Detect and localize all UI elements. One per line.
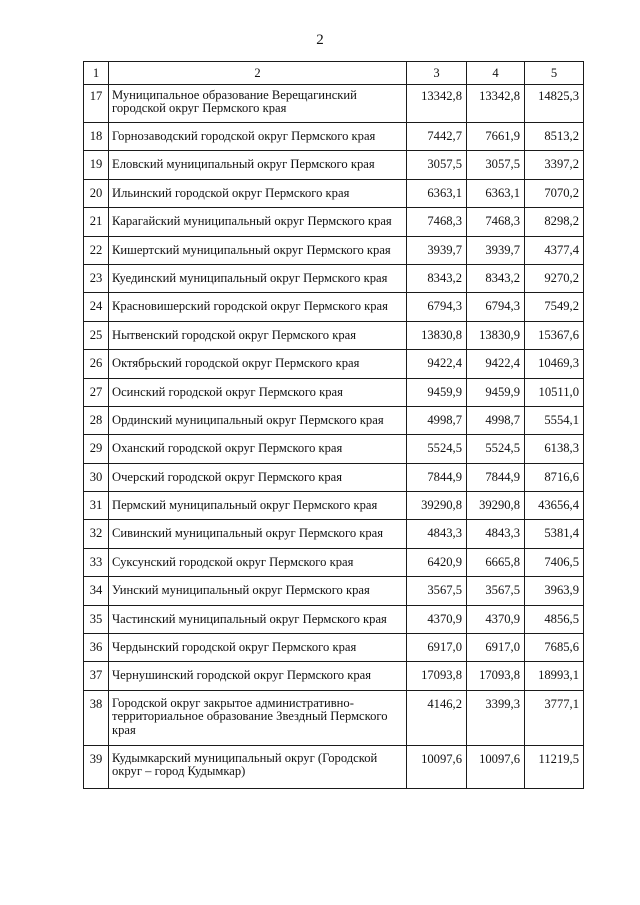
value-col-5: 3397,2 [525, 151, 584, 179]
row-number: 36 [84, 634, 109, 662]
municipality-name: Карагайский муниципальный округ Пермского края [109, 208, 407, 236]
value-col-3: 6363,1 [407, 179, 467, 207]
page-number: 2 [316, 32, 324, 48]
value-col-5: 5381,4 [525, 520, 584, 548]
value-col-3: 3939,7 [407, 236, 467, 264]
value-col-3: 3057,5 [407, 151, 467, 179]
row-number: 21 [84, 208, 109, 236]
table-row [84, 151, 584, 179]
municipality-name: Пермский муниципальный округ Пермского края [109, 492, 407, 520]
row-number: 32 [84, 520, 109, 548]
header-col-3: 3 [407, 62, 467, 85]
table-row [84, 350, 584, 378]
municipality-name: Осинский городской округ Пермского края [109, 378, 407, 406]
value-col-3: 9459,9 [407, 378, 467, 406]
value-col-5: 5554,1 [525, 406, 584, 434]
value-col-4: 4998,7 [467, 406, 525, 434]
value-col-5: 3963,9 [525, 577, 584, 605]
row-number: 29 [84, 435, 109, 463]
row-number: 39 [84, 745, 109, 788]
value-col-5: 6138,3 [525, 435, 584, 463]
table-row [84, 321, 584, 349]
value-col-5: 8513,2 [525, 123, 584, 151]
row-number: 34 [84, 577, 109, 605]
row-number: 20 [84, 179, 109, 207]
value-col-4: 7661,9 [467, 123, 525, 151]
value-col-3: 6917,0 [407, 634, 467, 662]
table-row [84, 123, 584, 151]
table-row [84, 264, 584, 292]
value-col-5: 14825,3 [525, 85, 584, 123]
budget-table [83, 61, 584, 789]
value-col-5: 10469,3 [525, 350, 584, 378]
value-col-5: 4377,4 [525, 236, 584, 264]
table-row [84, 492, 584, 520]
value-col-5: 7406,5 [525, 548, 584, 576]
table-row [84, 406, 584, 434]
municipality-name: Частинский муниципальный округ Пермского края [109, 605, 407, 633]
value-col-3: 5524,5 [407, 435, 467, 463]
municipality-name: Суксунский городской округ Пермского края [109, 548, 407, 576]
value-col-4: 39290,8 [467, 492, 525, 520]
municipality-name: Кишертский муниципальный округ Пермского края [109, 236, 407, 264]
value-col-4: 13342,8 [467, 85, 525, 123]
table-row [84, 690, 584, 745]
value-col-4: 3399,3 [467, 690, 525, 745]
table-row [84, 85, 584, 123]
row-number: 33 [84, 548, 109, 576]
header-col-2: 2 [109, 62, 407, 85]
value-col-3: 3567,5 [407, 577, 467, 605]
table-row [84, 605, 584, 633]
value-col-3: 10097,6 [407, 745, 467, 788]
value-col-4: 3567,5 [467, 577, 525, 605]
value-col-4: 5524,5 [467, 435, 525, 463]
value-col-5: 43656,4 [525, 492, 584, 520]
value-col-3: 39290,8 [407, 492, 467, 520]
municipality-name: Куединский муниципальный округ Пермского края [109, 264, 407, 292]
header-col-1: 1 [84, 62, 109, 85]
table-row [84, 520, 584, 548]
row-number: 31 [84, 492, 109, 520]
value-col-3: 4843,3 [407, 520, 467, 548]
municipality-name: Уинский муниципальный округ Пермского края [109, 577, 407, 605]
value-col-5: 9270,2 [525, 264, 584, 292]
municipality-name: Очерский городской округ Пермского края [109, 463, 407, 491]
row-number: 26 [84, 350, 109, 378]
table-row [84, 634, 584, 662]
municipality-name: Сивинский муниципальный округ Пермского края [109, 520, 407, 548]
row-number: 37 [84, 662, 109, 690]
value-col-4: 6917,0 [467, 634, 525, 662]
value-col-3: 6794,3 [407, 293, 467, 321]
row-number: 25 [84, 321, 109, 349]
row-number: 35 [84, 605, 109, 633]
row-number: 17 [84, 85, 109, 123]
value-col-3: 13342,8 [407, 85, 467, 123]
row-number: 22 [84, 236, 109, 264]
value-col-4: 3939,7 [467, 236, 525, 264]
value-col-3: 17093,8 [407, 662, 467, 690]
value-col-3: 4998,7 [407, 406, 467, 434]
value-col-3: 7442,7 [407, 123, 467, 151]
municipality-name: Красновишерский городской округ Пермского края [109, 293, 407, 321]
municipality-name: Оханский городской округ Пермского края [109, 435, 407, 463]
row-number: 30 [84, 463, 109, 491]
value-col-4: 6794,3 [467, 293, 525, 321]
municipality-name: Ильинский городской округ Пермского края [109, 179, 407, 207]
value-col-4: 4370,9 [467, 605, 525, 633]
table-row [84, 435, 584, 463]
value-col-5: 8298,2 [525, 208, 584, 236]
municipality-name: Горнозаводский городской округ Пермского края [109, 123, 407, 151]
table-row [84, 293, 584, 321]
value-col-3: 9422,4 [407, 350, 467, 378]
value-col-5: 15367,6 [525, 321, 584, 349]
table-row [84, 236, 584, 264]
municipality-name: Октябрьский городской округ Пермского края [109, 350, 407, 378]
value-col-3: 7844,9 [407, 463, 467, 491]
value-col-3: 4370,9 [407, 605, 467, 633]
municipality-name: Муниципальное образование Верещагинский городской округ Пермского края [109, 85, 407, 123]
municipality-name: Городской округ закрытое административно-территориальное образование Звездный Пермского края [109, 690, 407, 745]
value-col-5: 8716,6 [525, 463, 584, 491]
value-col-4: 17093,8 [467, 662, 525, 690]
value-col-5: 7549,2 [525, 293, 584, 321]
value-col-5: 10511,0 [525, 378, 584, 406]
value-col-3: 8343,2 [407, 264, 467, 292]
value-col-4: 6363,1 [467, 179, 525, 207]
value-col-4: 8343,2 [467, 264, 525, 292]
row-number: 28 [84, 406, 109, 434]
table-row [84, 463, 584, 491]
value-col-4: 9422,4 [467, 350, 525, 378]
table-row [84, 577, 584, 605]
table-header [84, 62, 584, 85]
municipality-name: Еловский муниципальный округ Пермского края [109, 151, 407, 179]
value-col-3: 13830,8 [407, 321, 467, 349]
row-number: 19 [84, 151, 109, 179]
value-col-5: 7070,2 [525, 179, 584, 207]
value-col-5: 3777,1 [525, 690, 584, 745]
value-col-3: 6420,9 [407, 548, 467, 576]
value-col-4: 7844,9 [467, 463, 525, 491]
value-col-4: 7468,3 [467, 208, 525, 236]
table-row [84, 548, 584, 576]
value-col-5: 7685,6 [525, 634, 584, 662]
value-col-3: 7468,3 [407, 208, 467, 236]
header-col-4: 4 [467, 62, 525, 85]
value-col-5: 18993,1 [525, 662, 584, 690]
value-col-3: 4146,2 [407, 690, 467, 745]
municipality-name: Чердынский городской округ Пермского края [109, 634, 407, 662]
value-col-5: 11219,5 [525, 745, 584, 788]
row-number: 24 [84, 293, 109, 321]
table-body [84, 85, 584, 789]
value-col-5: 4856,5 [525, 605, 584, 633]
value-col-4: 3057,5 [467, 151, 525, 179]
header-row [84, 62, 584, 85]
table-row [84, 179, 584, 207]
municipality-name: Нытвенский городской округ Пермского края [109, 321, 407, 349]
table-row [84, 662, 584, 690]
table-row [84, 378, 584, 406]
header-col-5: 5 [525, 62, 584, 85]
row-number: 23 [84, 264, 109, 292]
row-number: 27 [84, 378, 109, 406]
municipality-name: Кудымкарский муниципальный округ (Городской округ – город Кудымкар) [109, 745, 407, 788]
value-col-4: 10097,6 [467, 745, 525, 788]
municipality-name: Ординский муниципальный округ Пермского края [109, 406, 407, 434]
municipality-name: Чернушинский городской округ Пермского края [109, 662, 407, 690]
value-col-4: 4843,3 [467, 520, 525, 548]
value-col-4: 6665,8 [467, 548, 525, 576]
value-col-4: 9459,9 [467, 378, 525, 406]
table-row [84, 208, 584, 236]
row-number: 18 [84, 123, 109, 151]
row-number: 38 [84, 690, 109, 745]
value-col-4: 13830,9 [467, 321, 525, 349]
table-row [84, 745, 584, 788]
